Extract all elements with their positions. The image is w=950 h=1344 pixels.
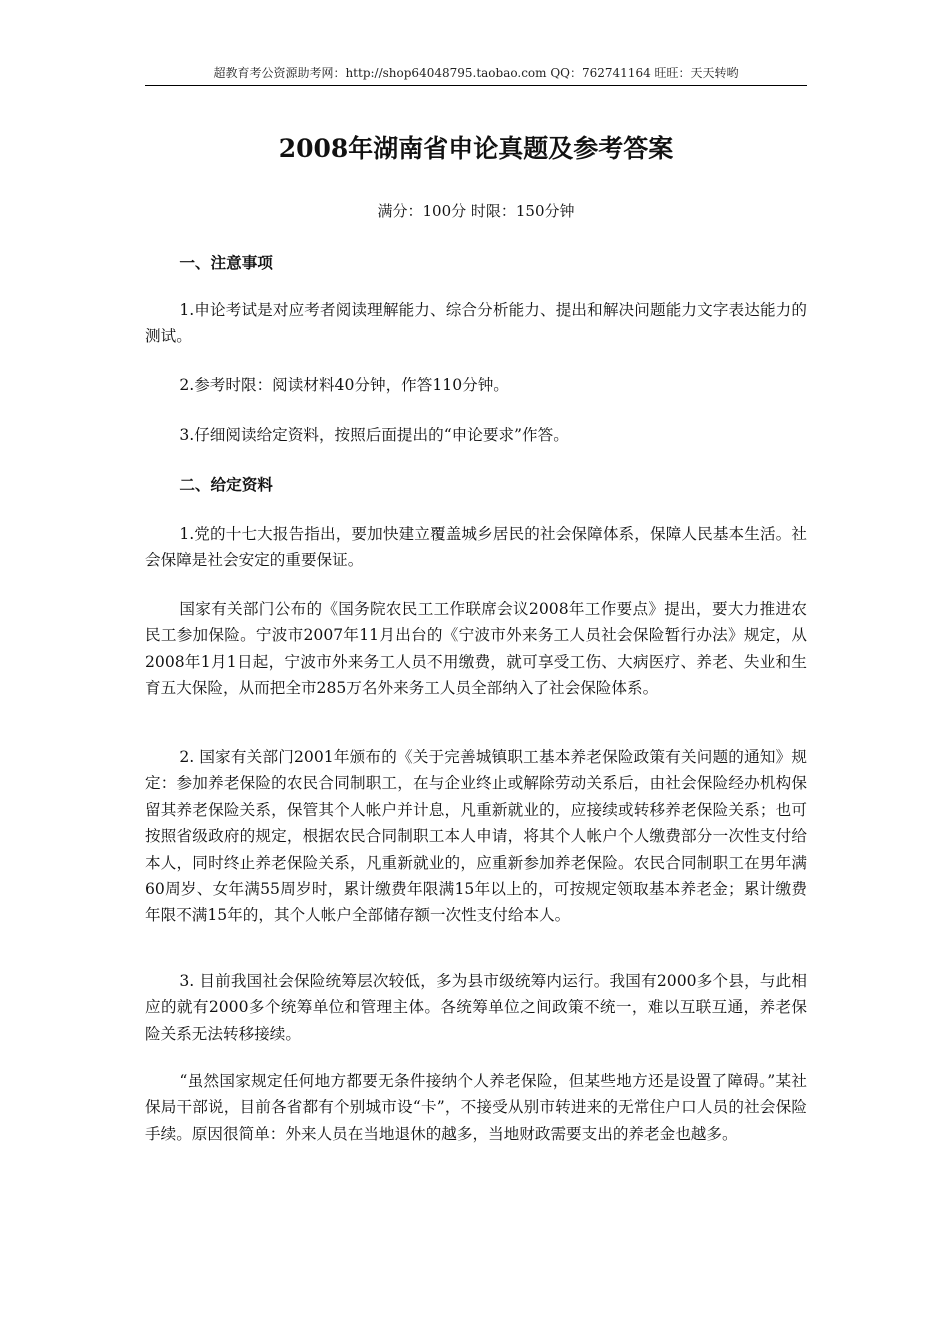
section-heading-notes: 一、注意事项 (179, 253, 273, 272)
note-item: 2.参考时限：阅读材料40分钟，作答110分钟。 (179, 376, 509, 394)
material-paragraph: 2. 国家有关部门2001年颁布的《关于完善城镇职工基本养老保险政策有关问题的通知》规定：参加养老保险的农民合同制职工，在与企业终止或解除劳动关系后，由社会保险经办机构保留其养老保险关系，保管其个人帐户并计息，凡重新就业的，应接续或转移养老保险关系；也可按照省级政府的规定，根据农民合同制职工本人申请，将其个人帐户个人缴费部分一次性支付给本人，同时终止养老保险关系，凡重新就业的，应重新参加养老保险。农民合同制职工在男年满60周岁、女年满55周岁时，累计缴费年限满15年以上的，可按规定领取基本养老金；累计缴费年限不满15年的，其个人帐户全部储存额一次性支付给本人。 (145, 748, 807, 925)
page-header: 超教育考公资源助考网：http://shop64048795.taobao.com QQ：762741164 旺旺：天天转哟 (213, 66, 739, 80)
section-heading-materials: 二、给定资料 (179, 475, 273, 494)
material-paragraph: 1.党的十七大报告指出，要加快建立覆盖城乡居民的社会保障体系，保障人民基本生活。社会保障是社会安定的重要保证。 (145, 525, 807, 570)
page-title: 2008年湖南省申论真题及参考答案 (278, 134, 674, 163)
exam-info: 满分：100分 时限：150分钟 (377, 202, 575, 220)
header-divider (145, 85, 807, 86)
material-paragraph: “虽然国家规定任何地方都要无条件接纳个人养老保险，但某些地方还是设置了障碍。”某社保局干部说，目前各省都有个别城市设“卡”，不接受从别市转进来的无常住户口人员的社会保险手续。原因很简单：外来人员在当地退休的越多，当地财政需要支出的养老金也越多。 (145, 1072, 807, 1143)
material-paragraph: 3. 目前我国社会保险统筹层次较低，多为县市级统筹内运行。我国有2000多个县，与此相应的就有2000多个统筹单位和管理主体。各统筹单位之间政策不统一，难以互联互通，养老保险关系无法转移接续。 (145, 972, 807, 1043)
note-item: 1.申论考试是对应考者阅读理解能力、综合分析能力、提出和解决问题能力文字表达能力的测试。 (145, 301, 807, 346)
note-item: 3.仔细阅读给定资料，按照后面提出的“申论要求”作答。 (179, 426, 569, 444)
material-paragraph: 国家有关部门公布的《国务院农民工工作联席会议2008年工作要点》提出，要大力推进农民工参加保险。宁波市2007年11月出台的《宁波市外来务工人员社会保险暂行办法》规定，从2008年1月1日起，宁波市外来务工人员不用缴费，就可享受工伤、大病医疗、养老、失业和生育五大保险，从而把全市285万名外来务工人员全部纳入了社会保险体系。 (145, 600, 807, 698)
